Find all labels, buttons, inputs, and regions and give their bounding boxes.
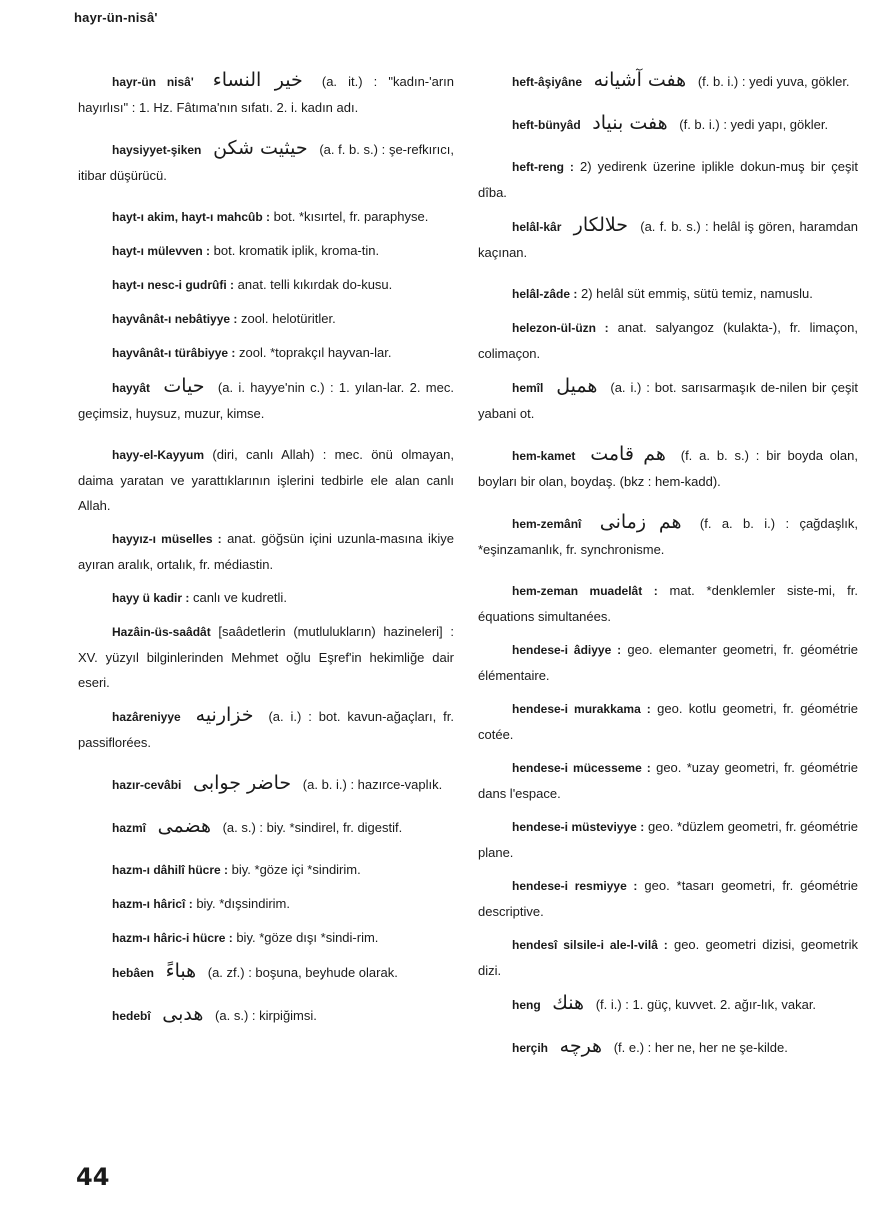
entry-definition: (a. i. hayye'nin c.) : 1. yılan-lar. 2. mec. geçimsiz, huysuz, muzur, kimse. <box>78 380 454 421</box>
dictionary-entry <box>78 204 454 230</box>
entry-headword: hazm-ı dâhilî hücre : <box>112 863 229 877</box>
entry-headword: heng <box>512 998 541 1012</box>
entry-headword: hazâreniyye <box>112 710 181 724</box>
entry-definition: (a. s.) : kirpiğimsi. <box>215 1008 317 1023</box>
entry-definition: (a. i.) : bot. kavun-ağaçları, fr. passiflorées. <box>78 709 454 750</box>
entry-headword: hayy-el-Kayyum <box>112 448 205 462</box>
entry-definition: bot. kromatik iplik, kroma-tin. <box>213 243 380 258</box>
entry-arabic-script: خير النساء <box>212 69 303 91</box>
dictionary-entry <box>78 68 454 120</box>
entry-definition: (f. i.) : 1. güç, kuvvet. 2. ağır-lık, vakar. <box>595 997 817 1012</box>
dictionary-entry <box>78 703 454 755</box>
entry-headword: hemîl <box>512 381 544 395</box>
entry-arabic-script: حاضر جوابى <box>193 772 292 794</box>
dictionary-entry <box>78 814 454 841</box>
dictionary-entry <box>478 814 858 865</box>
dictionary-entry <box>78 857 454 883</box>
dictionary-entry <box>78 959 454 986</box>
dictionary-entry <box>78 619 454 695</box>
entry-arabic-script: حيات <box>163 375 205 397</box>
dictionary-entry <box>478 315 858 366</box>
right-column <box>478 68 858 1077</box>
entry-definition: (diri, canlı Allah) : mec. önü olmayan, daima yaratan ve yarattıklarının işlerini tedbirle ele alan canlı Allah. <box>78 447 454 513</box>
entry-headword: hazm-ı hâricî : <box>112 897 193 911</box>
entry-definition: (f. a. b. s.) : bir boyda olan, boyları bir olan, boydaş. (bkz : hem-kadd). <box>478 448 858 489</box>
dictionary-entry <box>478 281 858 307</box>
dictionary-entry <box>478 68 858 95</box>
dictionary-entry <box>78 442 454 518</box>
dictionary-entry <box>478 374 858 426</box>
entry-definition: canlı ve kudretli. <box>193 590 287 605</box>
entry-headword: hazmî <box>112 821 147 835</box>
entry-headword: hayr-ün nisâ' <box>112 75 194 89</box>
entry-headword: hem-zemânî <box>512 517 582 531</box>
left-column <box>78 68 454 1045</box>
entry-definition: mat. *denklemler siste-mi, fr. équations simultanées. <box>478 583 858 624</box>
entry-headword: hem-kamet <box>512 449 576 463</box>
entry-arabic-script: هدبى <box>162 1003 204 1025</box>
dictionary-entry <box>478 510 858 562</box>
entry-arabic-script: هم زمانى <box>599 511 682 533</box>
entry-headword: hendese-i müsteviyye : <box>512 820 645 834</box>
entry-headword: hayyız-ı müselles : <box>112 532 222 546</box>
dictionary-entry <box>478 755 858 806</box>
entry-definition: geo. elemanter geometri, fr. géométrie élémentaire. <box>478 642 858 683</box>
entry-arabic-script: هرچه <box>559 1035 603 1057</box>
dictionary-entry <box>478 932 858 983</box>
dictionary-entry <box>78 238 454 264</box>
entry-headword: hem-zeman muadelât : <box>512 584 658 598</box>
entry-definition: anat. salyangoz (kulakta-), fr. limaçon, colimaçon. <box>478 320 858 361</box>
entry-headword: hendese-i murakkama : <box>512 702 651 716</box>
entry-definition: (a. f. b. s.) : şe-refkırıcı, itibar düşürücü. <box>78 142 454 183</box>
dictionary-entry <box>78 306 454 332</box>
entry-definition: (a. i.) : bot. sarısarmaşık de-nilen bir çeşit yabani ot. <box>478 380 858 421</box>
entry-definition: (f. e.) : her ne, her ne şe-kilde. <box>613 1040 788 1055</box>
entry-arabic-script: هفت بنياد <box>592 112 668 134</box>
dictionary-entry <box>78 771 454 798</box>
dictionary-entry <box>478 111 858 138</box>
entry-definition: geo. *tasarı geometri, fr. géométrie descriptive. <box>478 878 858 919</box>
dictionary-entry <box>78 891 454 917</box>
entry-definition: (f. b. i.) : yedi yuva, gökler. <box>697 74 850 89</box>
dictionary-entry <box>478 637 858 688</box>
dictionary-entry <box>78 585 454 611</box>
entry-definition: (a. zf.) : boşuna, beyhude olarak. <box>207 965 398 980</box>
dictionary-entry <box>478 154 858 205</box>
page-number: 44 <box>76 1163 110 1191</box>
entry-headword: helezon-ül-üzn : <box>512 321 609 335</box>
entry-headword: hazm-ı hâric-i hücre : <box>112 931 233 945</box>
entry-headword: heft-âşiyâne <box>512 75 583 89</box>
entry-headword: hazır-cevâbi <box>112 778 182 792</box>
dictionary-entry <box>78 272 454 298</box>
entry-headword: hayt-ı mülevven : <box>112 244 211 258</box>
entry-definition: zool. *toprakçıl hayvan-lar. <box>239 345 392 360</box>
entry-headword: herçih <box>512 1041 549 1055</box>
entry-definition: biy. *göze içi *sindirim. <box>231 862 361 877</box>
entry-definition: geo. *uzay geometri, fr. géométrie dans l'espace. <box>478 760 858 801</box>
entry-arabic-script: هباءً <box>165 960 197 982</box>
entry-arabic-script: خزارنيه <box>195 704 254 726</box>
entry-arabic-script: هنك <box>552 992 585 1014</box>
entry-headword: hendesî silsile-i ale-l-vilâ : <box>512 938 668 952</box>
dictionary-entry <box>478 991 858 1018</box>
entry-headword: haysiyyet-şiken <box>112 143 202 157</box>
entry-definition: bot. *kısırtel, fr. paraphyse. <box>273 209 429 224</box>
entry-definition: (f. b. i.) : yedi yapı, gökler. <box>679 117 829 132</box>
entry-headword: heft-bünyâd <box>512 118 581 132</box>
entry-definition: geo. geometri dizisi, geometrik dizi. <box>478 937 858 978</box>
entry-headword: hayt-ı nesc-i gudrûfi : <box>112 278 235 292</box>
entry-arabic-script: هميل <box>556 375 598 397</box>
entry-headword: hendese-i resmiyye : <box>512 879 638 893</box>
running-head: hayr-ün-nisâ' <box>74 10 158 25</box>
entry-definition: geo. *düzlem geometri, fr. géométrie plane. <box>478 819 858 860</box>
entry-definition: [saâdetlerin (mutlulukların) hazineleri] : XV. yüzyıl bilginlerinden Mehmet oğlu Eşref'in hekimliğe dair eseri. <box>78 624 454 690</box>
entry-definition: 2) helâl süt emmiş, sütü temiz, namuslu. <box>580 286 813 301</box>
entry-arabic-script: هضمى <box>157 815 211 837</box>
dictionary-entry <box>78 1002 454 1029</box>
entry-headword: hayvânât-ı nebâtiyye : <box>112 312 238 326</box>
entry-definition: (a. it.) : "kadın-'arın hayırlısı" : 1. Hz. Fâtıma'nın sıfatı. 2. i. kadın adı. <box>78 74 455 115</box>
entry-definition: 2) yedirenk üzerine iplikle dokun-muş bir çeşit dîba. <box>478 159 858 200</box>
entry-definition: (a. s.) : biy. *sindirel, fr. digestif. <box>222 820 403 835</box>
dictionary-entry <box>478 213 858 265</box>
dictionary-entry <box>478 873 858 924</box>
dictionary-entry <box>78 374 454 426</box>
entry-headword: heft-reng : <box>512 160 574 174</box>
entry-definition: geo. kotlu geometri, fr. géométrie cotée. <box>478 701 859 742</box>
entry-arabic-script: هفت آشيانه <box>593 69 687 91</box>
dictionary-entry <box>478 1034 858 1061</box>
dictionary-entry <box>78 526 454 577</box>
entry-definition: biy. *dışsindirim. <box>196 896 290 911</box>
entry-definition: (a. f. b. s.) : helâl iş gören, haramdan kaçınan. <box>478 219 858 260</box>
dictionary-entry <box>78 340 454 366</box>
entry-headword: hedebî <box>112 1009 151 1023</box>
entry-headword: hayyât <box>112 381 151 395</box>
entry-headword: hendese-i âdiyye : <box>512 643 622 657</box>
entry-headword: helâl-kâr <box>512 220 562 234</box>
dictionary-entry <box>478 578 858 629</box>
entry-arabic-script: هم قامت <box>590 443 666 465</box>
entry-headword: hayy ü kadir : <box>112 591 190 605</box>
entry-definition: (a. b. i.) : hazırce-vaplık. <box>302 777 443 792</box>
entry-definition: biy. *göze dışı *sindi-rim. <box>236 930 379 945</box>
dictionary-entry <box>478 696 858 747</box>
dictionary-entry <box>478 442 858 494</box>
entry-headword: hendese-i mücesseme : <box>512 761 651 775</box>
entry-arabic-script: حيثيت شكن <box>213 137 308 159</box>
entry-headword: Hazâin-üs-saâdât <box>112 625 211 639</box>
entry-arabic-script: حلالكار <box>573 214 628 236</box>
entry-definition: (f. a. b. i.) : çağdaşlık, *eşinzamanlık, fr. synchronisme. <box>478 516 858 557</box>
entry-headword: helâl-zâde : <box>512 287 578 301</box>
dictionary-entry <box>78 925 454 951</box>
dictionary-entry <box>78 136 454 188</box>
entry-definition: anat. telli kıkırdak do-kusu. <box>237 277 393 292</box>
entry-definition: zool. helotüritler. <box>241 311 336 326</box>
entry-definition: anat. göğsün içini uzunla-masına ikiye ayıran aralık, ortalık, fr. médiastin. <box>78 531 454 572</box>
entry-headword: hayt-ı akim, hayt-ı mahcûb : <box>112 210 271 224</box>
entry-headword: hayvânât-ı türâbiyye : <box>112 346 236 360</box>
entry-headword: hebâen <box>112 966 155 980</box>
